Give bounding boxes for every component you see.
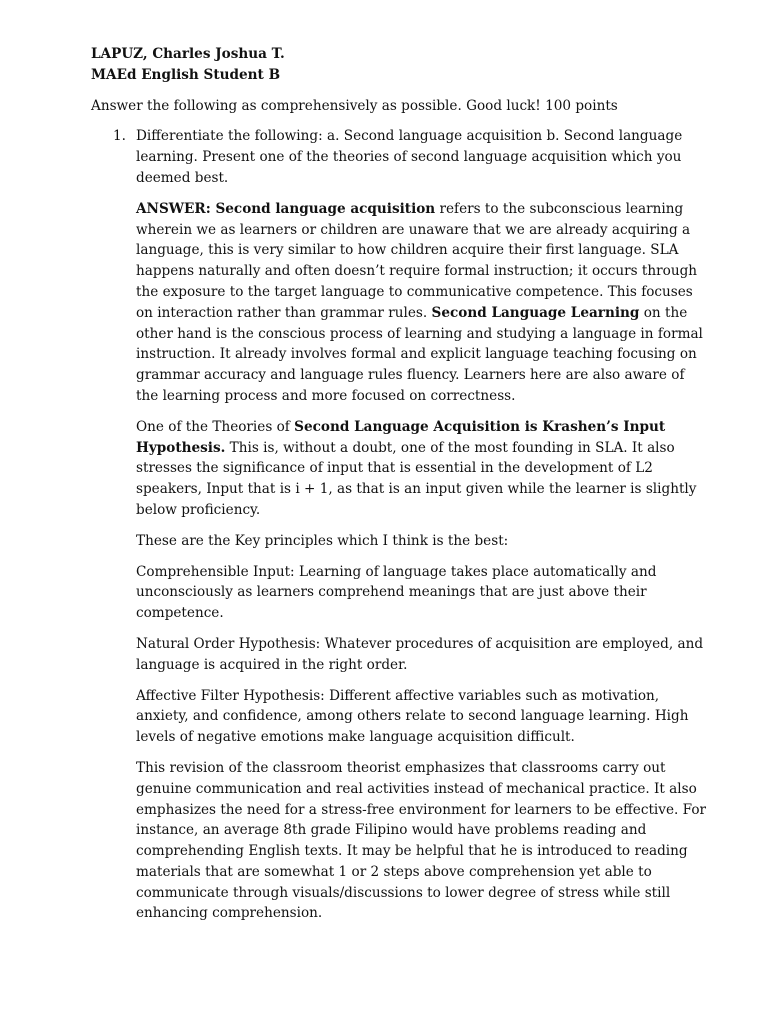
answer-bold-1: Second Language Learning xyxy=(431,304,640,321)
answer-paragraph-7: This revision of the classroom theorist emphasizes that classrooms carry out genuine communication and real activities instead of mechanical practice. It also emphasizes the need for a stress-free environment for learners to be effective. For instance, an average 8th grade Filipino would have problems reading and comprehending English texts. It may be helpful that he is introduced to reading materials that are somewhat 1 or 2 steps above comprehension yet able to communicate through visuals/discussions to lower degree of stress while still enhancing comprehension. xyxy=(136,759,707,922)
answer-paragraph-2 xyxy=(136,417,708,521)
answer-label: ANSWER: Second language acquisition xyxy=(136,200,436,217)
student-name: LAPUZ, Charles Joshua T. xyxy=(91,46,285,62)
answer-text-1a: refers to the subconscious learning wherein we as learners or children are unaware that we are already acquiring a language, this is very similar to how children acquire their first language. SLA happens naturally and often doesn’t require formal instruction; it occurs through the exposure to the target language to communicative competence. This focuses on interaction rather than grammar rules. xyxy=(136,200,698,321)
question-text: Differentiate the following: a. Second language acquisition b. Second language learning. Present one of the theories of second language acquisition which you deemed best. xyxy=(136,128,683,186)
question-item xyxy=(91,126,708,188)
answer-paragraph-3: These are the Key principles which I think is the best: xyxy=(136,532,509,549)
answer-text-2a: One of the Theories of xyxy=(136,418,295,435)
answer-paragraph-5: Natural Order Hypothesis: Whatever procedures of acquisition are employed, and language is acquired in the right order. xyxy=(136,635,704,673)
answer-text-1b: on the other hand is the conscious process of learning and studying a language in formal instruction. It already involves formal and explicit language teaching focusing on grammar accuracy and language rules fluency. Learners here are also aware of the learning process and more focused on correctness. xyxy=(136,304,703,404)
answer-bold-2: Second Language Acquisition is Krashen’s Input Hypothesis. xyxy=(136,418,666,456)
answer-text-2b: This is, without a doubt, one of the most founding in SLA. It also stresses the significance of input that is essential in the development of L2 speakers, Input that is i + 1, as that is an input given while the learner is slightly below proficiency. xyxy=(136,439,697,518)
answer-paragraph-1 xyxy=(136,199,708,407)
exam-instructions: Answer the following as comprehensively as possible. Good luck! 100 points xyxy=(91,97,618,114)
question-number: 1. xyxy=(113,128,126,145)
answer-paragraph-4: Comprehensible Input: Learning of language takes place automatically and unconsciously as learners comprehend meanings that are just above their competence. xyxy=(136,563,657,622)
student-course: MAEd English Student B xyxy=(91,66,281,83)
answer-paragraph-6: Affective Filter Hypothesis: Different affective variables such as motivation, anxiety, and confidence, among others relate to second language learning. High levels of negative emotions make language acquisition difficult. xyxy=(136,687,689,746)
